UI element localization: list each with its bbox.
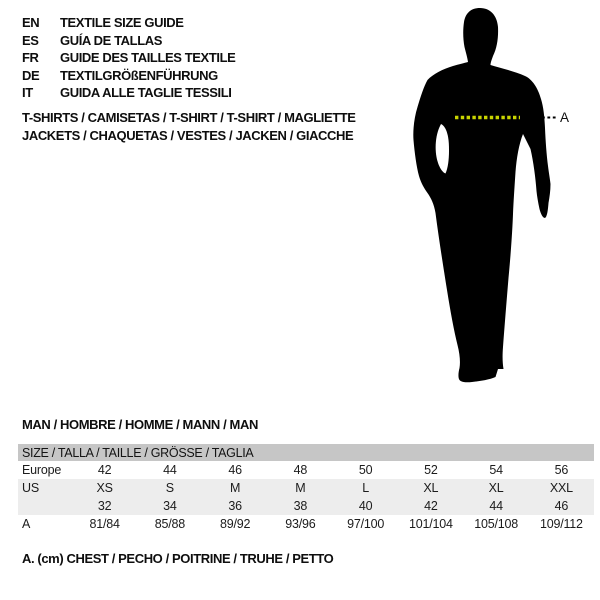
size-cell: 34 [137,497,202,515]
size-cell: 81/84 [89,517,120,531]
section-title: MAN / HOMBRE / HOMME / MANN / MAN [22,417,258,432]
category-line-tshirts: T-SHIRTS / CAMISETAS / T-SHIRT / T-SHIRT / MAGLIETTE [22,110,356,125]
size-cell: 38 [268,497,333,515]
size-cell: 46 [529,497,594,515]
language-label: GUÍA DE TALLAS [60,32,163,48]
size-table-header-row [18,444,594,461]
size-cell: 109/112 [539,517,583,531]
size-cell: 97/100 [347,517,385,531]
language-code: DE [22,67,40,83]
size-cell: 52 [424,463,438,477]
size-table-header: SIZE / TALLA / TAILLE / GRÖSSE / TAGLIA [18,444,594,461]
size-row-europe [18,461,594,479]
size-cell: L [333,479,398,497]
category-list [22,109,356,144]
language-label: GUIDE DES TAILLES TEXTILE [60,50,236,66]
row-label: Europe [22,463,62,477]
size-cell: 101/104 [408,517,453,531]
size-cell: XL [398,479,463,497]
man-silhouette-figure [408,0,600,420]
size-cell: 85/88 [154,517,186,531]
language-code: EN [22,15,40,31]
size-cell: 32 [72,497,137,515]
measurement-footnote: A. (cm) CHEST / PECHO / POITRINE / TRUHE / PETTO [22,551,334,566]
language-code: ES [22,32,39,48]
language-row [22,14,235,32]
size-table [18,444,594,533]
size-row-us [18,479,594,497]
size-cell: M [268,479,333,497]
size-cell: 105/108 [474,517,519,531]
language-label: GUIDA ALLE TAGLIE TESSILI [60,85,232,101]
language-row [22,84,235,102]
language-label: TEXTILE SIZE GUIDE [60,15,184,31]
language-label: TEXTILGRÖßENFÜHRUNG [60,67,218,83]
size-cell: 44 [163,463,177,477]
language-code: IT [22,85,33,101]
size-cell: 46 [228,463,242,477]
chest-marker-label: A [560,110,570,125]
size-cell: 42 [398,497,463,515]
size-cell: 36 [203,497,268,515]
category-line-jackets: JACKETS / CHAQUETAS / VESTES / JACKEN / GIACCHE [22,127,354,143]
row-label: A [22,517,31,531]
row-label: US [18,479,72,497]
language-guide-list [22,14,235,102]
size-cell: M [203,479,268,497]
size-cell: 89/92 [219,517,251,531]
size-cell: 48 [293,463,308,477]
row-label [18,497,72,515]
size-cell: 54 [489,463,503,477]
size-cell: XS [72,479,137,497]
size-row-us-numeric [18,497,594,515]
size-cell: 40 [333,497,398,515]
size-cell: XL [464,479,529,497]
man-silhouette [408,0,600,420]
size-cell: 44 [464,497,529,515]
language-row [22,67,235,85]
size-cell: 50 [358,463,373,477]
language-row [22,49,235,67]
size-cell: XXL [529,479,594,497]
size-cell: 93/96 [285,517,316,531]
language-code: FR [22,50,39,66]
size-cell: 42 [97,463,112,477]
language-row [22,32,235,50]
size-cell: S [137,479,202,497]
man-silhouette-body [413,8,550,382]
size-cell: 56 [554,463,569,477]
size-row-chest [18,515,594,533]
